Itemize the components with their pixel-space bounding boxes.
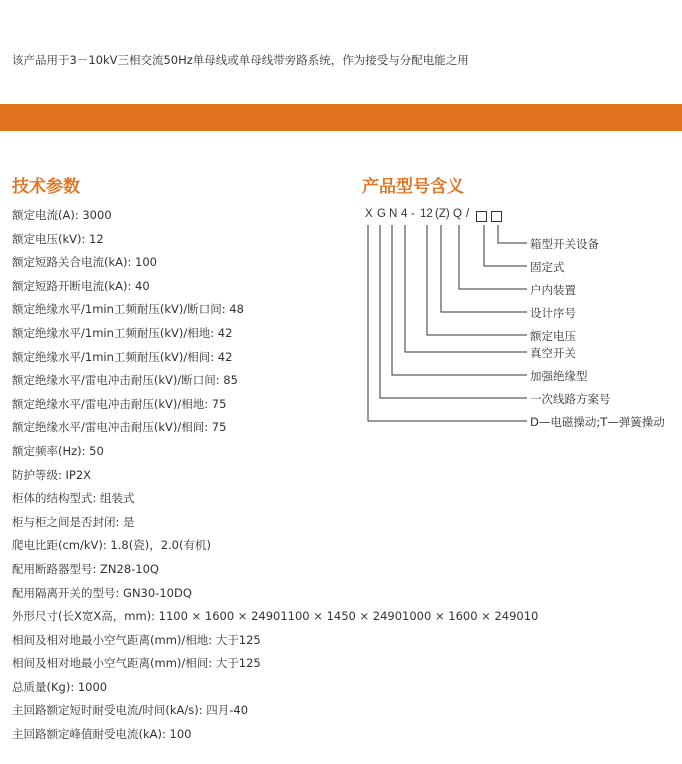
param-item: 额定频率(Hz): 50 [12,443,104,458]
leader-line [427,225,527,335]
param-item: 额定绝缘水平/1min工频耐压(kV)/相间: 42 [12,349,233,364]
legend-item: 一次线路方案号 [530,392,611,406]
param-item: 柜体的结构型式: 组装式 [12,491,135,506]
model-char-z: (Z) [435,208,450,220]
legend-item: D—电磁操动;T—弹簧操动 [530,415,665,429]
model-char-n: N [389,208,398,220]
param-item: 爬电比距(cm/kV): 1.8(瓷)，2.0(有机) [12,538,211,553]
param-item: 额定绝缘水平/雷电冲击耐压(kV)/断口间: 85 [12,373,238,388]
tech-params-heading: 技术参数 [12,177,80,197]
param-item: 主回路额定短时耐受电流/时间(kA/s): 四月-40 [12,703,249,718]
param-item: 额定绝缘水平/雷电冲击耐压(kV)/相间: 75 [12,420,227,435]
param-item: 配用隔离开关的型号: GN30-10DQ [12,585,192,600]
param-item: 相间及相对地最小空气距离(mm)/相地: 大于125 [12,632,261,647]
param-item: 柜与柜之间是否封闭: 是 [12,514,135,529]
legend-item: 额定电压 [530,329,576,343]
legend-item: 真空开关 [530,346,576,360]
param-item: 额定短路关合电流(kA): 100 [12,255,157,270]
param-item: 额定绝缘水平/雷电冲击耐压(kV)/相地: 75 [12,396,227,411]
param-item: 额定绝缘水平/1min工频耐压(kV)/相地: 42 [12,325,233,340]
model-char-slash: / [466,208,470,220]
param-item: 外形尺寸(长X宽X高，mm): 1100 × 1600 × 24901100 × 1450 × 24901000 × 1600 × 249010 [12,609,539,624]
param-item: 额定短路开断电流(kA): 40 [12,278,150,293]
legend-item: 加强绝缘型 [530,369,588,383]
legend-item: 固定式 [530,260,565,274]
leader-line [498,225,527,243]
param-item: 配用断路器型号: ZN28-10Q [12,561,159,576]
intro-text: 该产品用于3－10kV三相交流50Hz单母线或单母线带旁路系统，作为接受与分配电能之用 [12,53,469,67]
legend-item: 设计序号 [530,306,576,320]
model-char-dash: - [411,208,415,220]
model-char-g: G [377,208,386,220]
param-item: 额定绝缘水平/1min工频耐压(kV)/断口间: 48 [12,302,244,317]
model-meaning-heading: 产品型号含义 [362,177,464,197]
param-item: 主回路额定峰值耐受电流(kA): 100 [12,727,192,742]
param-item: 相间及相对地最小空气距离(mm)/相间: 大于125 [12,656,261,671]
param-item: 总质量(Kg): 1000 [12,679,108,694]
param-item: 防护等级: IP2X [12,467,92,482]
legend-item: 箱型开关设备 [530,237,599,251]
legend-item: 户内装置 [530,283,576,297]
param-item: 额定电压(kV): 12 [12,231,104,246]
leader-line [459,225,527,289]
leader-line [484,225,527,266]
model-char-x: X [365,208,373,220]
model-char-q: Q [453,208,462,220]
param-item: 额定电流(A): 3000 [12,208,112,222]
model-char-4: 4 [401,208,408,220]
model-char-12: 12 [420,208,433,220]
